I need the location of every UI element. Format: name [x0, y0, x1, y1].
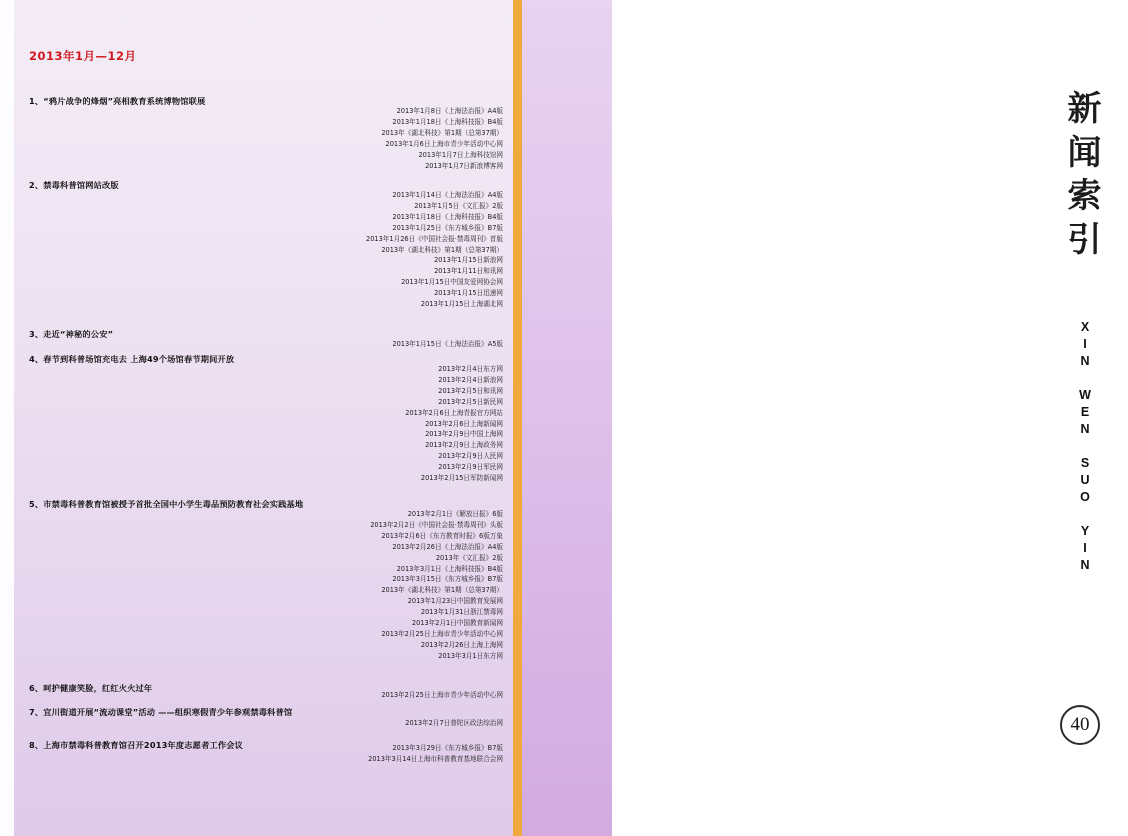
title-char: 引: [1067, 219, 1103, 260]
reference-item: 2013年1月15日上海湖北网: [420, 300, 503, 309]
reference-item: 2013年2月4日新浪网: [438, 375, 503, 384]
reference-item: 2013年3月29日《东方城乡报》B7版: [392, 744, 503, 752]
reference-item: 2013年3月1日《上海科技报》B4版: [396, 564, 503, 573]
entry-references: [392, 339, 503, 350]
entry-references: [366, 190, 503, 310]
reference-item: 2013年3月15日《东方城乡报》B7版: [392, 575, 503, 584]
year-heading: 2013年1月—12月: [29, 49, 137, 63]
reference-item: 2013年2月6日《东方教育时报》6版万象: [381, 531, 503, 540]
entry-title: 1、“鸦片战争的烽烟”亮相教育系统博物馆联展: [29, 96, 206, 106]
reference-item: 2013年2月9日中国上海网: [425, 430, 503, 439]
pinyin-line: XIN WEN SUO YIN: [1078, 320, 1092, 575]
reference-item: 2013年1月8日《上海法治报》A4版: [396, 107, 503, 115]
reference-item: 2013年1月25日《东方城乡报》B7版: [392, 223, 503, 232]
reference-item: 2013年1月6日上海市青少年活动中心网: [385, 139, 503, 148]
reference-item: 2013年《湖北科技》第1期（总第37期）: [381, 245, 503, 254]
reference-item: 2013年2月4日东方网: [438, 365, 503, 373]
section-title-vertical: [1049, 88, 1121, 262]
reference-item: 2013年《湖北科技》第1期（总第37期）: [381, 586, 503, 595]
reference-item: 2013年2月5日和讯网: [438, 386, 503, 395]
reference-item: 2013年2月7日普陀区政法综治网: [405, 719, 503, 727]
section-title-pinyin: [1042, 320, 1128, 575]
reference-item: 2013年1月11日和讯网: [434, 267, 503, 276]
reference-item: 2013年2月15日军防新闻网: [420, 474, 503, 483]
reference-item: 2013年1月15日迅速网: [434, 289, 503, 298]
entry-references: [368, 743, 503, 765]
index-content: [14, 0, 513, 836]
reference-item: 2013年1月18日《上海科技报》B4版: [392, 117, 503, 126]
reference-item: 2013年2月6日上海青报官方网站: [405, 408, 503, 417]
reference-item: 2013年《文汇报》2版: [435, 553, 503, 562]
reference-item: 2013年1月31日浙江禁毒网: [420, 608, 503, 617]
entry-references: [405, 718, 503, 729]
entry-references: [381, 690, 503, 701]
reference-item: 2013年1月15日新浪网: [434, 256, 503, 265]
reference-item: 2013年2月9日人民网: [438, 452, 503, 461]
entry-title: 3、走近“神秘的公安”: [29, 329, 114, 339]
reference-item: 2013年1月7日新浪博客网: [425, 161, 503, 170]
orange-accent-bar: [513, 0, 522, 836]
reference-item: 2013年2月26日《上海法治报》A4版: [392, 542, 503, 551]
reference-item: 2013年3月14日上海市科普教育基地联合会网: [368, 754, 503, 763]
reference-item: 2013年2月1日中国教育新闻网: [411, 619, 503, 628]
reference-item: 2013年3月1日东方网: [438, 651, 503, 660]
right-purple-panel: [522, 0, 1103, 836]
entry-title: 5、市禁毒科普教育馆被授予首批全国中小学生毒品预防教育社会实践基地: [29, 499, 304, 509]
entry-title: 6、呵护健康笑脸，红红火火过年: [29, 683, 153, 693]
reference-item: 2013年2月26日上海上海网: [420, 640, 503, 649]
reference-item: 2013年2月6日上海新闻网: [425, 419, 503, 428]
left-margin-strip: [0, 0, 14, 836]
entry-title: 2、禁毒科普馆网站改版: [29, 180, 119, 190]
page-number: 40: [1060, 705, 1100, 745]
reference-item: 2013年2月25日上海市青少年活动中心网: [381, 691, 503, 699]
reference-item: 2013年1月14日《上海法治报》A4版: [392, 191, 503, 199]
entry-references: [405, 364, 503, 484]
reference-item: 2013年1月15日中国友爱网协会网: [401, 278, 503, 287]
reference-item: 2013年1月26日《中国社会报·禁毒周刊》首版: [366, 234, 503, 243]
reference-item: 2013年2月1日《解放日报》6版: [407, 510, 503, 518]
entry-references: [381, 106, 503, 171]
reference-item: 2013年1月23日中国教育发展网: [407, 597, 503, 606]
title-char: 索: [1067, 176, 1103, 217]
reference-item: 2013年2月9日上海政务网: [425, 441, 503, 450]
entry-title: 8、上海市禁毒科普教育馆召开2013年度志愿者工作会议: [29, 740, 244, 750]
reference-item: 2013年2月5日新民网: [438, 397, 503, 406]
reference-item: 2013年2月2日《中国社会报·禁毒周刊》头版: [370, 520, 503, 529]
reference-item: 2013年1月7日上海科技馆网: [418, 150, 503, 159]
reference-item: 2013年1月18日《上海科技报》B4版: [392, 212, 503, 221]
reference-item: 2013年《湖北科技》第1期（总第37期）: [381, 128, 503, 137]
title-char: 新: [1067, 89, 1103, 129]
entry-title: 7、宜川街道开展“流动课堂”活动 ——组织寒假青少年参观禁毒科普馆: [29, 707, 293, 717]
reference-item: 2013年1月5日《文汇报》2版: [414, 201, 503, 210]
reference-item: 2013年2月9日军民网: [438, 463, 503, 472]
entry-title: 4、春节到科普场馆充电去 上海49个场馆春节期间开放: [29, 354, 235, 364]
title-char: 闻: [1067, 132, 1103, 173]
entry-references: [370, 509, 503, 662]
reference-item: 2013年1月15日《上海法治报》A5版: [392, 340, 503, 348]
reference-item: 2013年2月25日上海市青少年活动中心网: [381, 629, 503, 638]
